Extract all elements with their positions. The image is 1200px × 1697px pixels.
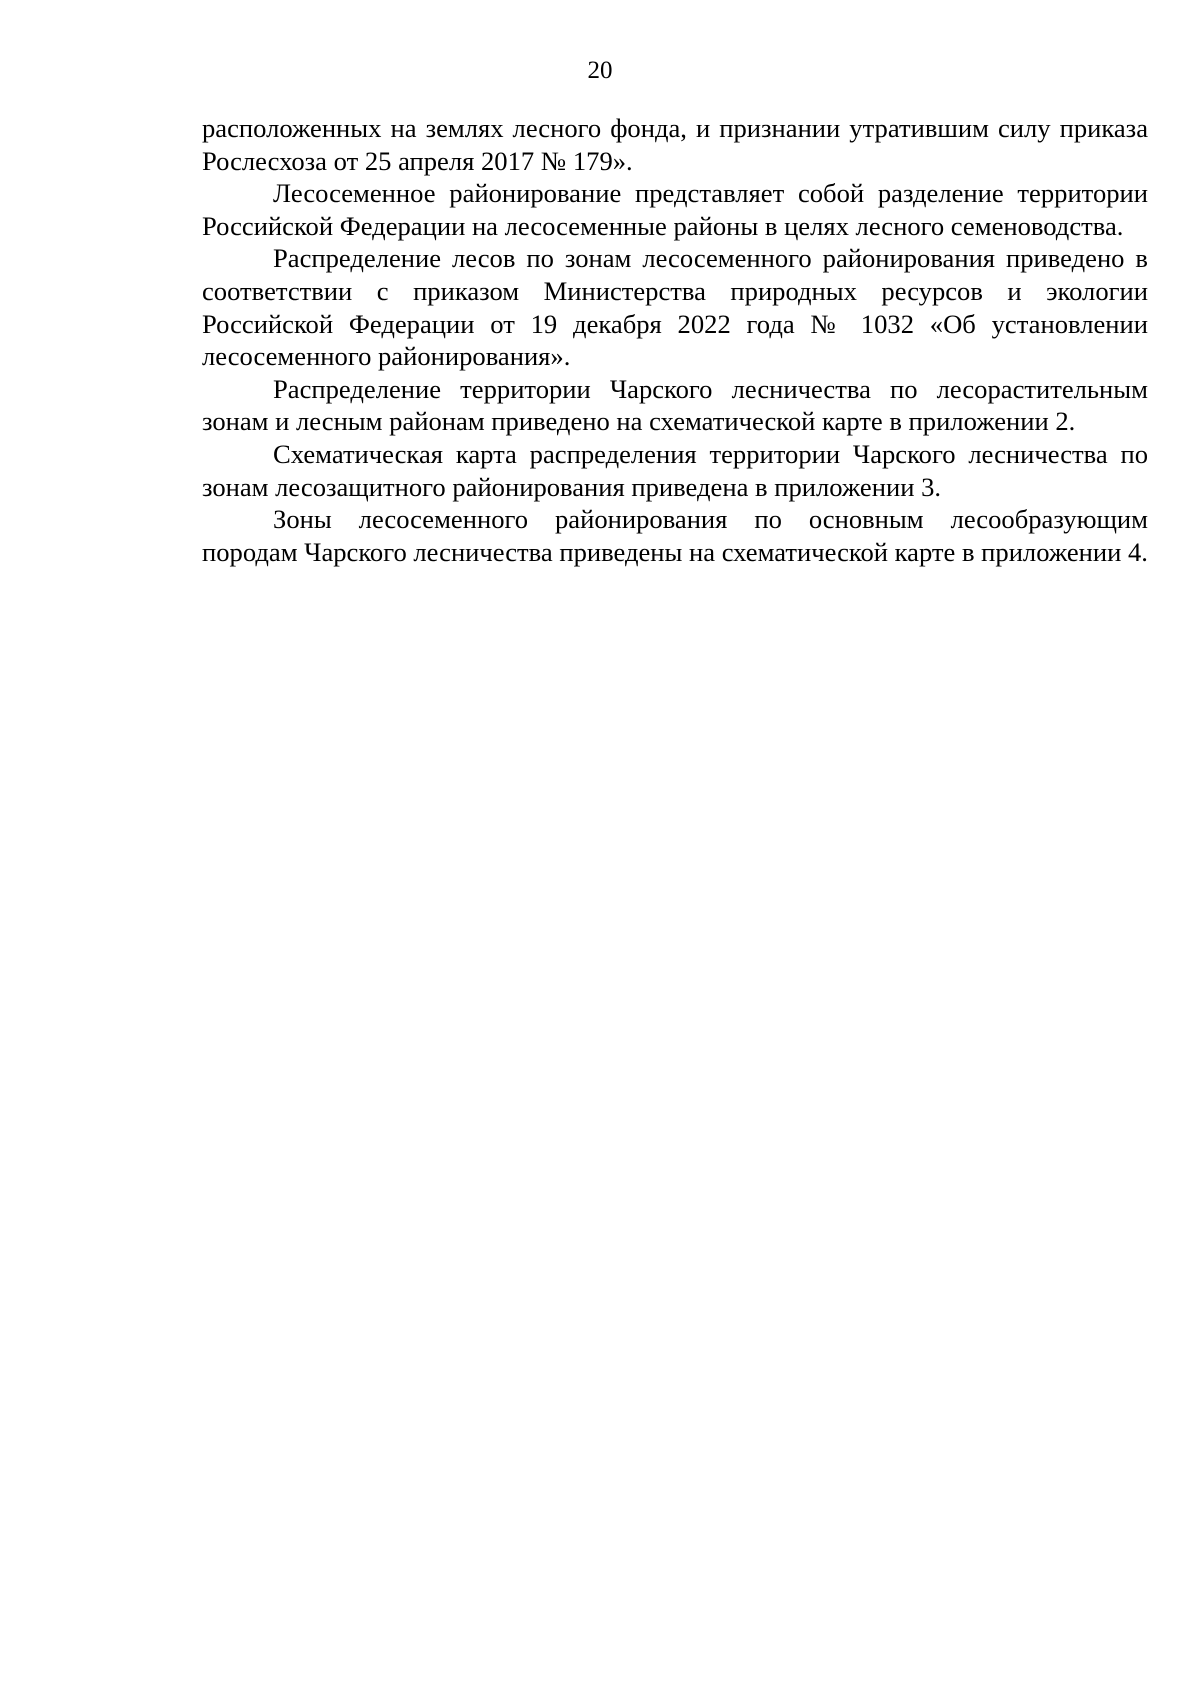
body-text — [202, 112, 1148, 568]
paragraph-vegetation-zones: Распределение территории Чарского лесничества по лесорастительным зонам и лесным районам приведено на схематической карте в приложении 2. — [202, 373, 1148, 437]
paragraph-continuation: расположенных на землях лесного фонда, и признании утратившим силу приказа Рослесхоза от 25 апреля 2017 № 179». — [202, 113, 1148, 176]
paragraph-seed-zones-species: Зоны лесосеменного районирования по основным лесообразующим породам Чарского лесничества приведены на схематической карте в приложении 4. — [202, 504, 1148, 567]
paragraph-seed-zoning-order: Распределение лесов по зонам лесосеменного районирования приведено в соответствии с приказом Министерства природных ресурсов и экологии Российской Федерации от 19 декабря 2022 года № 1032 «Об установлении лесосеменного районирования». — [202, 243, 1148, 372]
page-number: 20 — [587, 57, 613, 84]
paragraph-seed-zoning-definition: Лесосеменное районирование представляет собой разделение территории Российской Федерации на лесосеменные районы в целях лесного семеноводства. — [202, 178, 1148, 241]
paragraph-protection-zones: Схематическая карта распределения территории Чарского лесничества по зонам лесозащитного районирования приведена в приложении 3. — [202, 438, 1148, 502]
